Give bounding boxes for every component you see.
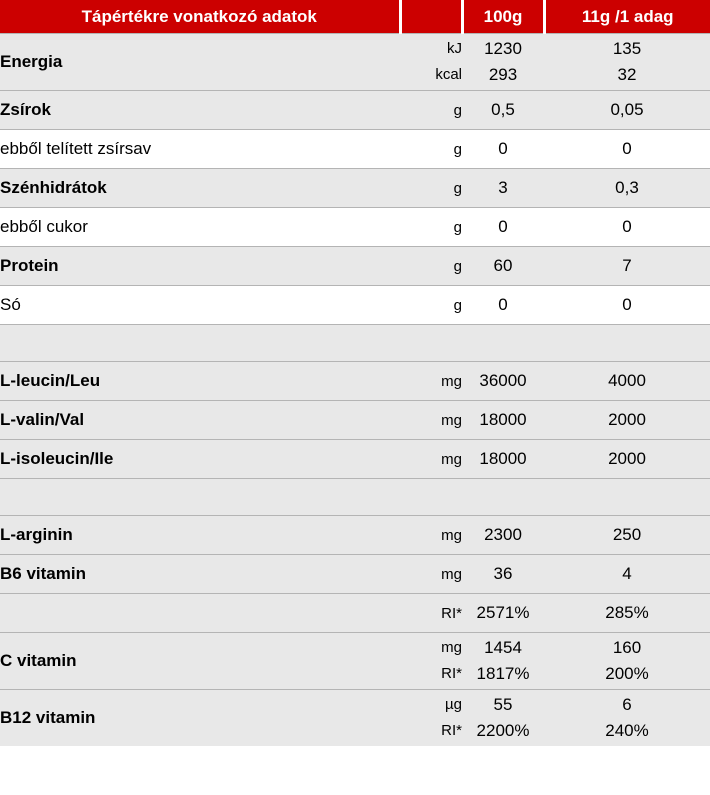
row-label: ebből cukor — [0, 208, 400, 247]
row-label: Energia — [0, 34, 400, 91]
row-unit — [400, 34, 462, 91]
row-label: L-leucin/Leu — [0, 362, 400, 401]
row-value-serving — [544, 633, 710, 690]
row-value-serving — [544, 325, 710, 362]
row-value-serving: 0,05 — [544, 91, 710, 130]
row-label: L-valin/Val — [0, 401, 400, 440]
row-unit — [400, 690, 462, 747]
row-value-serving — [544, 34, 710, 91]
row-value-100g-line: 55 — [493, 695, 513, 714]
row-value-serving-line: 240% — [605, 721, 649, 740]
row-value-serving: 4000 — [544, 362, 710, 401]
row-unit: g — [400, 247, 462, 286]
row-label: Protein — [0, 247, 400, 286]
table-row — [0, 401, 710, 440]
row-unit: mg — [400, 555, 462, 594]
row-value-serving-line: 32 — [617, 65, 637, 84]
row-unit: mg — [400, 401, 462, 440]
table-row — [0, 633, 710, 690]
row-value-100g — [462, 690, 544, 747]
header-unit-column — [400, 0, 462, 34]
row-value-serving: 0 — [544, 208, 710, 247]
table-row — [0, 34, 710, 91]
row-value-100g: 0 — [462, 130, 544, 169]
row-value-100g: 18000 — [462, 440, 544, 479]
row-value-100g: 60 — [462, 247, 544, 286]
row-value-100g — [462, 633, 544, 690]
table-row — [0, 169, 710, 208]
row-label: B6 vitamin — [0, 555, 400, 594]
row-label — [0, 594, 400, 633]
row-unit: RI* — [400, 594, 462, 633]
row-value-serving — [544, 479, 710, 516]
row-value-100g-line: 2200% — [476, 721, 530, 740]
table-row — [0, 286, 710, 325]
row-unit: g — [400, 130, 462, 169]
row-unit: g — [400, 286, 462, 325]
row-value-100g-line: 1817% — [476, 664, 530, 683]
row-value-100g: 36 — [462, 555, 544, 594]
row-value-100g: 0 — [462, 286, 544, 325]
row-value-100g: 0,5 — [462, 91, 544, 130]
row-label — [0, 325, 400, 362]
row-value-serving: 2000 — [544, 401, 710, 440]
table-row — [0, 130, 710, 169]
row-value-serving-line: 200% — [605, 664, 649, 683]
row-label — [0, 479, 400, 516]
row-value-serving-line: 135 — [612, 39, 642, 58]
row-unit-line: RI* — [441, 665, 462, 682]
row-value-serving: 0,3 — [544, 169, 710, 208]
row-unit: mg — [400, 516, 462, 555]
row-label: ebből telített zsírsav — [0, 130, 400, 169]
row-value-100g: 0 — [462, 208, 544, 247]
table-row — [0, 208, 710, 247]
table-header-row — [0, 0, 710, 34]
row-unit: mg — [400, 362, 462, 401]
table-row — [0, 362, 710, 401]
row-label: C vitamin — [0, 633, 400, 690]
table-row — [0, 690, 710, 747]
row-value-100g: 2571% — [462, 594, 544, 633]
row-value-serving — [544, 690, 710, 747]
table-row — [0, 594, 710, 633]
header-per-serving: 11g /1 adag — [544, 0, 710, 34]
row-unit — [400, 325, 462, 362]
row-value-100g-line: 293 — [488, 65, 518, 84]
row-unit-line: mg — [441, 639, 462, 656]
row-label: L-arginin — [0, 516, 400, 555]
row-value-100g — [462, 479, 544, 516]
row-unit: g — [400, 91, 462, 130]
table-row — [0, 247, 710, 286]
row-value-serving: 0 — [544, 286, 710, 325]
table-row — [0, 440, 710, 479]
row-value-100g — [462, 325, 544, 362]
table-row — [0, 555, 710, 594]
row-value-serving-line: 160 — [612, 638, 642, 657]
row-unit: g — [400, 169, 462, 208]
row-unit — [400, 479, 462, 516]
row-label: Szénhidrátok — [0, 169, 400, 208]
row-value-serving: 0 — [544, 130, 710, 169]
row-value-serving-line: 6 — [622, 695, 632, 714]
row-value-100g: 2300 — [462, 516, 544, 555]
row-value-100g-line: 1454 — [484, 638, 522, 657]
row-value-serving: 7 — [544, 247, 710, 286]
row-label: Só — [0, 286, 400, 325]
row-label: Zsírok — [0, 91, 400, 130]
row-unit-line: RI* — [441, 722, 462, 739]
table-row — [0, 479, 710, 516]
row-value-serving: 285% — [544, 594, 710, 633]
row-value-serving: 2000 — [544, 440, 710, 479]
row-unit: g — [400, 208, 462, 247]
row-value-100g — [462, 34, 544, 91]
table-row — [0, 516, 710, 555]
header-per-100g: 100g — [462, 0, 544, 34]
row-unit: mg — [400, 440, 462, 479]
row-value-serving: 4 — [544, 555, 710, 594]
row-label: L-isoleucin/Ile — [0, 440, 400, 479]
table-row — [0, 91, 710, 130]
header-title: Tápértékre vonatkozó adatok — [0, 0, 400, 34]
row-value-100g: 36000 — [462, 362, 544, 401]
row-label: B12 vitamin — [0, 690, 400, 747]
row-value-serving: 250 — [544, 516, 710, 555]
row-unit — [400, 633, 462, 690]
row-value-100g: 3 — [462, 169, 544, 208]
row-value-100g-line: 1230 — [484, 39, 522, 58]
row-unit-line: µg — [445, 696, 462, 713]
row-value-100g: 18000 — [462, 401, 544, 440]
row-unit-line: kJ — [447, 40, 462, 57]
table-row — [0, 325, 710, 362]
row-unit-line: kcal — [435, 66, 462, 83]
